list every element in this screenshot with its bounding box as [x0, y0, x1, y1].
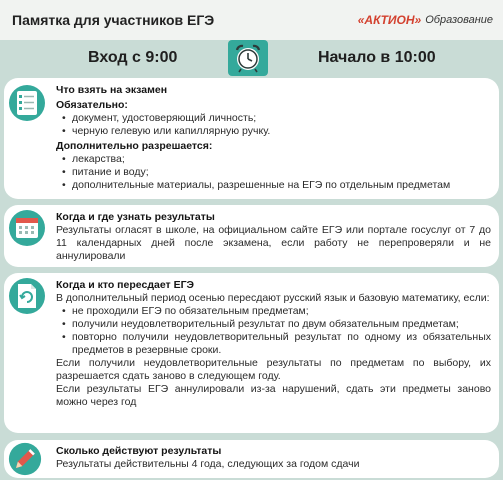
section-title: Сколько действуют результаты	[56, 445, 222, 457]
list-item: • дополнительные материалы, разрешенные на ЕГЭ по отдельным предметам	[56, 179, 491, 192]
list-item: • черную гелевую или капиллярную ручку.	[56, 125, 491, 138]
brand-subtitle: Образование	[425, 14, 493, 26]
list-item: • документ, удостоверяющий личность;	[56, 112, 491, 125]
document-refresh-icon	[8, 277, 46, 320]
list-item: • получили неудовлетворительный результат по двум обязательным предметам;	[56, 318, 491, 331]
section-text: Результаты действительны 4 года, следующих за годом сдачи	[56, 458, 360, 470]
optional-list	[56, 153, 491, 192]
required-label: Обязательно:	[56, 99, 128, 111]
calendar-icon	[8, 209, 46, 252]
section-title: Когда и кто пересдает ЕГЭ	[56, 279, 195, 291]
section-validity	[4, 440, 499, 478]
section-what-to-bring	[4, 78, 499, 199]
pencil-icon	[8, 442, 42, 480]
page-title: Памятка для участников ЕГЭ	[12, 12, 215, 28]
start-time: Начало в 10:00	[318, 49, 436, 66]
section-intro: В дополнительный период осенью пересдают русский язык и базовую математику, если:	[56, 292, 490, 304]
brand-logo	[358, 13, 493, 27]
retake-list	[56, 305, 491, 357]
section-text: Результаты огласят в школе, на официальном сайте ЕГЭ или портале госуслуг от 7 до 11 календарных дней после экзамена, если работу не перепроверяли и не аннулировали	[56, 224, 491, 262]
section-title: Когда и где узнать результаты	[56, 211, 215, 223]
optional-label: Дополнительно разрешается:	[56, 140, 213, 152]
checklist-icon	[8, 84, 46, 127]
list-item: • лекарства;	[56, 153, 491, 166]
section-results-when	[4, 205, 499, 267]
section-title: Что взять на экзамен	[56, 84, 168, 96]
section-retake	[4, 273, 499, 433]
entry-time: Вход с 9:00	[88, 49, 178, 66]
section-paragraph: Если получили неудовлетворительные результаты по предметам по выбору, их разрешается сдать заново в следующем году.	[56, 357, 491, 382]
alarm-clock-icon	[228, 40, 268, 76]
brand-name: «АКТИОН»	[357, 13, 422, 27]
required-list	[56, 112, 491, 138]
header	[0, 0, 503, 40]
section-paragraph: Если результаты ЕГЭ аннулировали из-за нарушений, сдать эти предметы заново можно через год	[56, 383, 491, 408]
list-item: • питание и воду;	[56, 166, 491, 179]
list-item: • повторно получили неудовлетворительный результат по одному из обязательных предметов в резервные сроки.	[56, 331, 491, 357]
list-item: • не проходили ЕГЭ по обязательным предметам;	[56, 305, 491, 318]
